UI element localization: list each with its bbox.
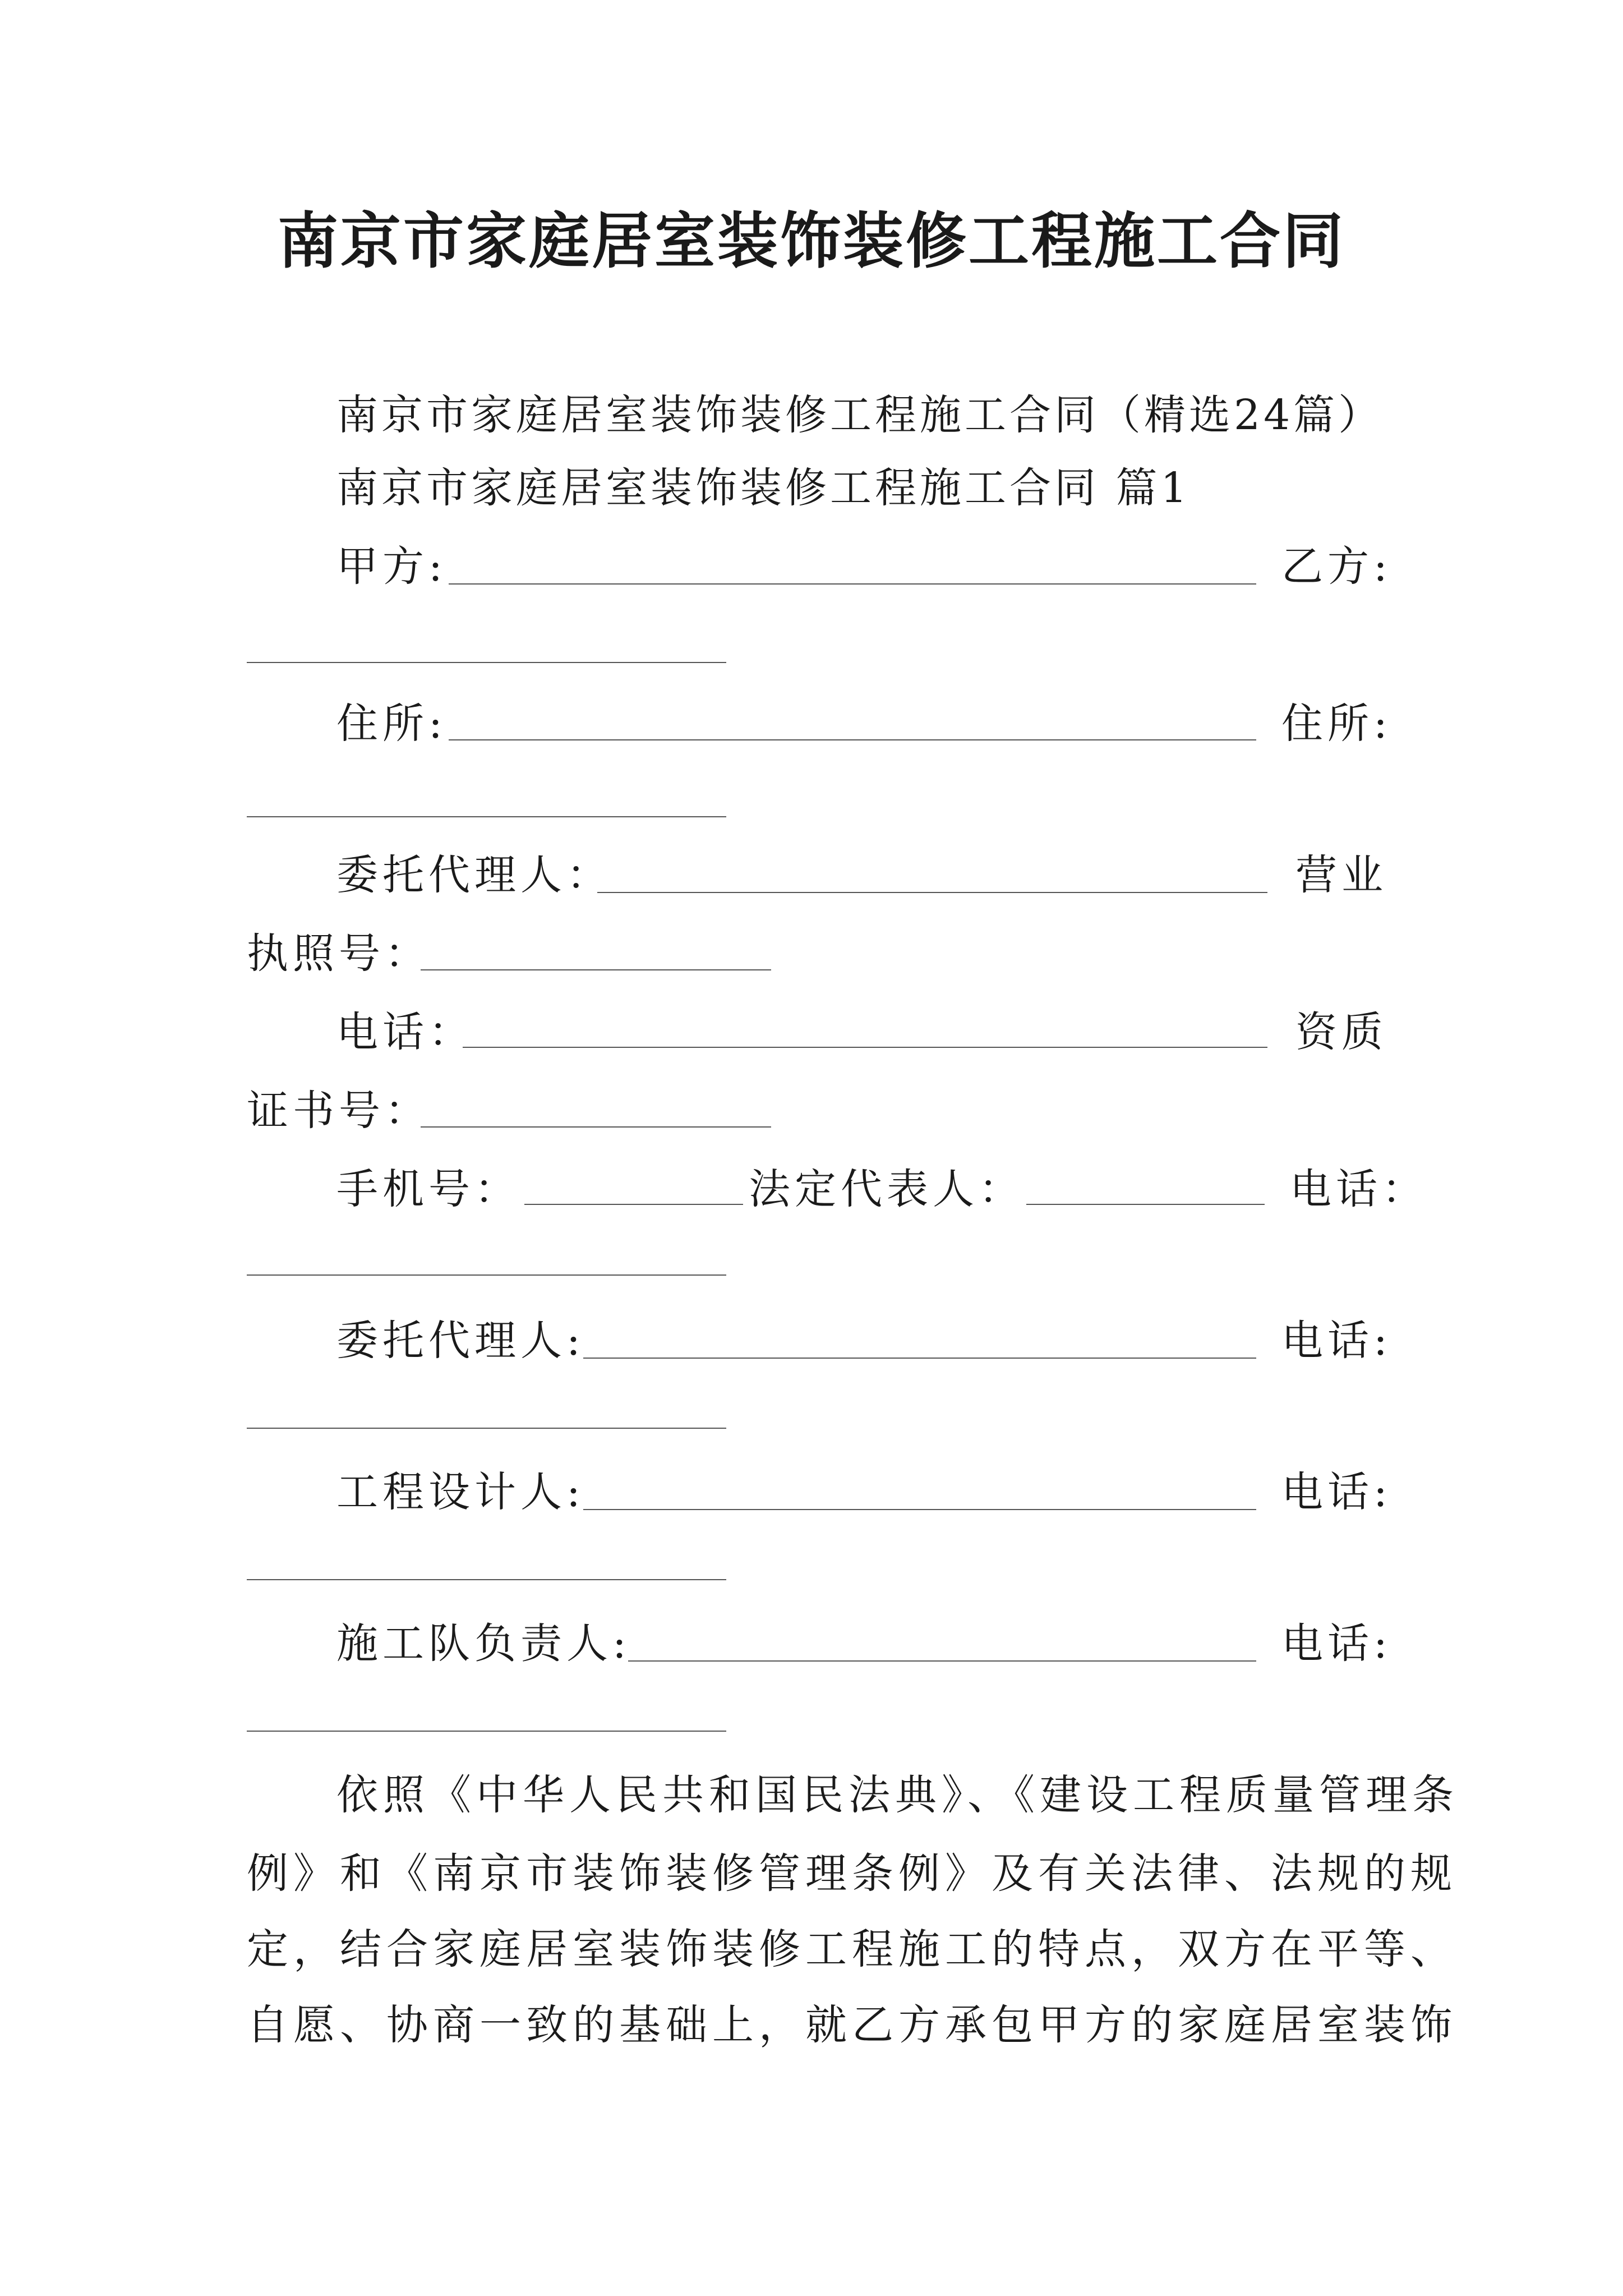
license-label-2: 执照号： — [247, 930, 431, 978]
agent-a-label: 委托代理人： — [336, 851, 612, 899]
agent-a-blank — [597, 892, 1267, 893]
legal-rep-label: 法定代表人： — [749, 1165, 1025, 1213]
party-a-blank — [449, 583, 1256, 585]
foreman-label: 施工队负责人: — [336, 1619, 631, 1668]
mobile-blank — [524, 1204, 743, 1205]
cert-label-2: 证书号： — [247, 1087, 431, 1135]
party-b-blank — [247, 662, 726, 663]
body-line-2: 例》和《南京市装饰装修管理条例》及有关法律、法规的规 — [247, 1849, 1457, 1898]
phone-d-label: 电话: — [1281, 1468, 1392, 1516]
phone-a-blank — [463, 1047, 1267, 1048]
designer-blank — [583, 1509, 1256, 1510]
phone-e-blank — [247, 1731, 726, 1732]
address-b-blank — [247, 816, 726, 817]
license-blank — [421, 969, 771, 970]
body-line-1: 依照《中华人民共和国民法典》、《建设工程质量管理条 — [336, 1771, 1459, 1819]
cert-blank — [421, 1126, 771, 1128]
phone-b-label: 电话： — [1290, 1165, 1428, 1213]
address-a-label: 住所: — [336, 700, 447, 748]
party-a-label: 甲方: — [336, 542, 447, 591]
phone-e-label: 电话: — [1281, 1619, 1392, 1668]
legal-rep-blank — [1026, 1204, 1265, 1205]
section-heading: 南京市家庭居室装饰装修工程施工合同 篇1 — [336, 464, 1191, 512]
cert-label-1: 资质 — [1295, 1008, 1387, 1056]
designer-label: 工程设计人: — [336, 1468, 585, 1516]
agent-b-label: 委托代理人: — [336, 1317, 585, 1365]
foreman-blank — [628, 1660, 1256, 1662]
body-line-4: 自愿、协商一致的基础上，就乙方承包甲方的家庭居室装饰 — [247, 2001, 1457, 2049]
party-b-label: 乙方: — [1281, 542, 1392, 591]
agent-b-blank — [583, 1358, 1256, 1359]
phone-b-blank — [247, 1274, 726, 1276]
mobile-label: 手机号： — [336, 1165, 520, 1213]
phone-d-blank — [247, 1579, 726, 1580]
phone-a-label: 电话： — [336, 1008, 474, 1056]
license-label-1: 营业 — [1295, 851, 1387, 899]
address-b-label: 住所: — [1281, 700, 1392, 748]
document-title: 南京市家庭居室装饰装修工程施工合同 — [277, 206, 1345, 277]
phone-c-blank — [247, 1428, 726, 1429]
address-a-blank — [449, 739, 1256, 740]
document-subtitle: 南京市家庭居室装饰装修工程施工合同（精选24篇） — [336, 391, 1384, 439]
phone-c-label: 电话: — [1281, 1317, 1392, 1365]
body-line-3: 定，结合家庭居室装饰装修工程施工的特点，双方在平等、 — [247, 1925, 1457, 1973]
